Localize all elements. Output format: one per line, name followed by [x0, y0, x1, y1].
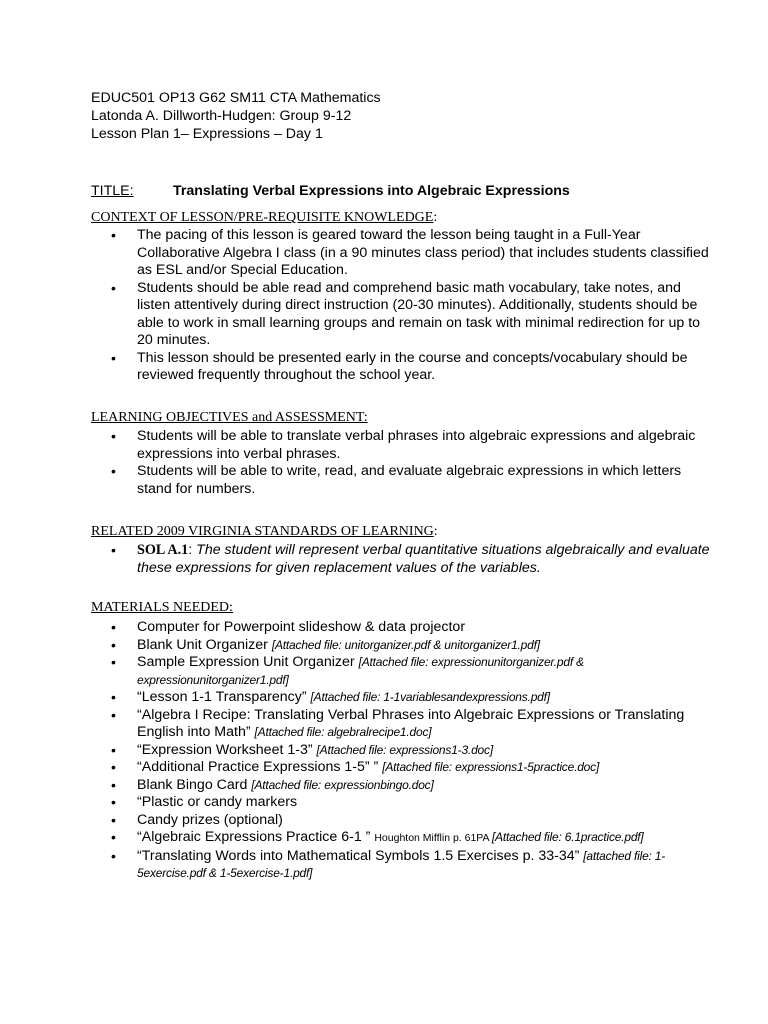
attachment-note: [Attached file: 6.1practice.pdf]: [491, 830, 644, 844]
list-item-text: “Plastic or candy markers: [137, 794, 298, 810]
list-item-text: “Lesson 1-1 Transparency”: [137, 689, 311, 705]
list-item: [91, 794, 711, 812]
list-item: [91, 428, 711, 463]
objectives-heading: [91, 410, 368, 426]
author-line: Latonda A. Dillworth-Hudgen: Group 9-12: [91, 108, 352, 124]
bullet-icon: •: [111, 619, 116, 635]
list-item: [91, 619, 711, 637]
bullet-icon: •: [111, 706, 116, 723]
context-list: [91, 227, 711, 385]
sol-text: The student will represent verbal quantitative situations algebraically and evaluate these expressions for given replacement values of the variables.: [137, 542, 710, 576]
document-header: [91, 89, 381, 143]
list-item: [91, 707, 711, 742]
sol-colon: :: [188, 542, 193, 558]
bullet-icon: •: [111, 349, 116, 366]
list-item-text: “Additional Practice Expressions 1-5” ”: [137, 759, 383, 775]
attachment-note: [Attached file: algebralrecipe1.doc]: [254, 725, 432, 739]
list-item: [91, 654, 711, 689]
sol-label: SOL A.1: [137, 542, 189, 558]
list-item-text: The pacing of this lesson is geared toward the lesson being taught in a Full-Year Collaborative Algebra I class (in a 90 minutes class period) that includes students classified as ESL and/or Special Education.: [137, 227, 709, 278]
bullet-icon: •: [111, 428, 116, 444]
list-item: [91, 542, 711, 577]
attachment-note: [attached file: 1-5exercise.pdf & 1-5exercise-1.pdf]: [137, 848, 666, 880]
bullet-icon: •: [111, 279, 116, 296]
list-item-text: Students should be able read and comprehend basic math vocabulary, take notes, and listen attentively during direct instruction (20-30 minutes). Additionally, students should be able to work in small learning groups and remain on task with minimal redirection for up to 20 minutes.: [137, 279, 701, 348]
list-item: [91, 637, 711, 655]
standards-list: [91, 542, 711, 577]
list-item: [91, 227, 711, 280]
title-label: TITLE:: [91, 183, 134, 199]
bullet-icon: •: [111, 227, 116, 243]
list-item-text: Students will be able to write, read, and evaluate algebraic expressions in which letters stand for numbers.: [137, 463, 682, 497]
bullet-icon: •: [111, 463, 116, 479]
attachment-note: [Attached file: expressionbingo.doc]: [251, 777, 434, 792]
objectives-list: [91, 428, 711, 498]
context-heading-colon: :: [433, 210, 438, 225]
standards-heading-text: RELATED 2009 VIRGINIA STANDARDS OF LEARNING: [91, 524, 434, 539]
list-item: [91, 777, 711, 795]
textbook-reference: Houghton Mifflin p. 61PA: [374, 832, 492, 844]
attachment-note: [Attached file: unitorganizer.pdf & unitorganizer1.pdf]: [271, 637, 540, 652]
list-item-text: “Expression Worksheet 1-3”: [137, 741, 317, 758]
bullet-icon: •: [111, 759, 116, 775]
materials-heading: [91, 600, 233, 616]
list-item-text: Blank Bingo Card: [137, 776, 252, 793]
objectives-heading-text: LEARNING OBJECTIVES and ASSESSMENT:: [91, 410, 368, 425]
list-item: [91, 759, 711, 777]
list-item: [91, 463, 711, 498]
attachment-note: [Attached file: expressions1-3.doc]: [316, 742, 493, 757]
bullet-icon: •: [111, 741, 116, 758]
materials-heading-text: MATERIALS NEEDED:: [91, 600, 233, 615]
list-item: [91, 280, 711, 350]
context-heading: [91, 210, 437, 226]
context-heading-text: CONTEXT OF LESSON/PRE-REQUISITE KNOWLEDGE: [91, 210, 434, 225]
bullet-icon: •: [111, 847, 116, 864]
list-item-text: Candy prizes (optional): [137, 811, 283, 828]
attachment-note: [Attached file: expressions1-5practice.doc]: [382, 760, 600, 774]
bullet-icon: •: [111, 811, 116, 828]
lesson-line: Lesson Plan 1– Expressions – Day 1: [91, 126, 323, 142]
list-item: [91, 742, 711, 760]
list-item-text: “Algebra I Recipe: Translating Verbal Phrases into Algebraic Expressions or Translating English into Math”: [137, 706, 685, 740]
attachment-note: [Attached file: expressionunitorganizer.pdf & expressionunitorganizer1.pdf]: [137, 655, 584, 687]
course-line: EDUC501 OP13 G62 SM11 CTA Mathematics: [91, 90, 381, 106]
bullet-icon: •: [111, 542, 116, 558]
list-item: [91, 848, 711, 883]
standards-heading-colon: :: [433, 524, 438, 539]
bullet-icon: •: [111, 829, 116, 845]
standards-heading: [91, 524, 438, 540]
list-item: [91, 829, 711, 848]
bullet-icon: •: [111, 794, 116, 810]
list-item-text: “Algebraic Expressions Practice 6-1 ”: [137, 829, 375, 845]
list-item-text: Students will be able to translate verbal phrases into algebraic expressions and algebraic expressions into verbal phrases.: [137, 428, 696, 462]
bullet-icon: •: [111, 776, 116, 793]
list-item-text: Computer for Powerpoint slideshow & data projector: [137, 619, 466, 635]
list-item: [91, 350, 711, 385]
bullet-icon: •: [111, 654, 116, 670]
lesson-title: Translating Verbal Expressions into Algebraic Expressions: [172, 183, 570, 199]
title-row: [91, 183, 570, 199]
list-item-text: Blank Unit Organizer: [137, 636, 272, 653]
list-item-text: This lesson should be presented early in the course and concepts/vocabulary should be reviewed frequently throughout the school year.: [137, 349, 688, 383]
list-item: [91, 689, 711, 707]
materials-list: [91, 619, 711, 883]
list-item-text: “Translating Words into Mathematical Symbols 1.5 Exercises p. 33-34”: [137, 847, 584, 864]
bullet-icon: •: [111, 689, 116, 705]
list-item-text: Sample Expression Unit Organizer: [137, 654, 359, 670]
bullet-icon: •: [111, 636, 116, 653]
attachment-note: [Attached file: 1-1variablesandexpressions.pdf]: [310, 690, 550, 704]
list-item: [91, 812, 711, 830]
